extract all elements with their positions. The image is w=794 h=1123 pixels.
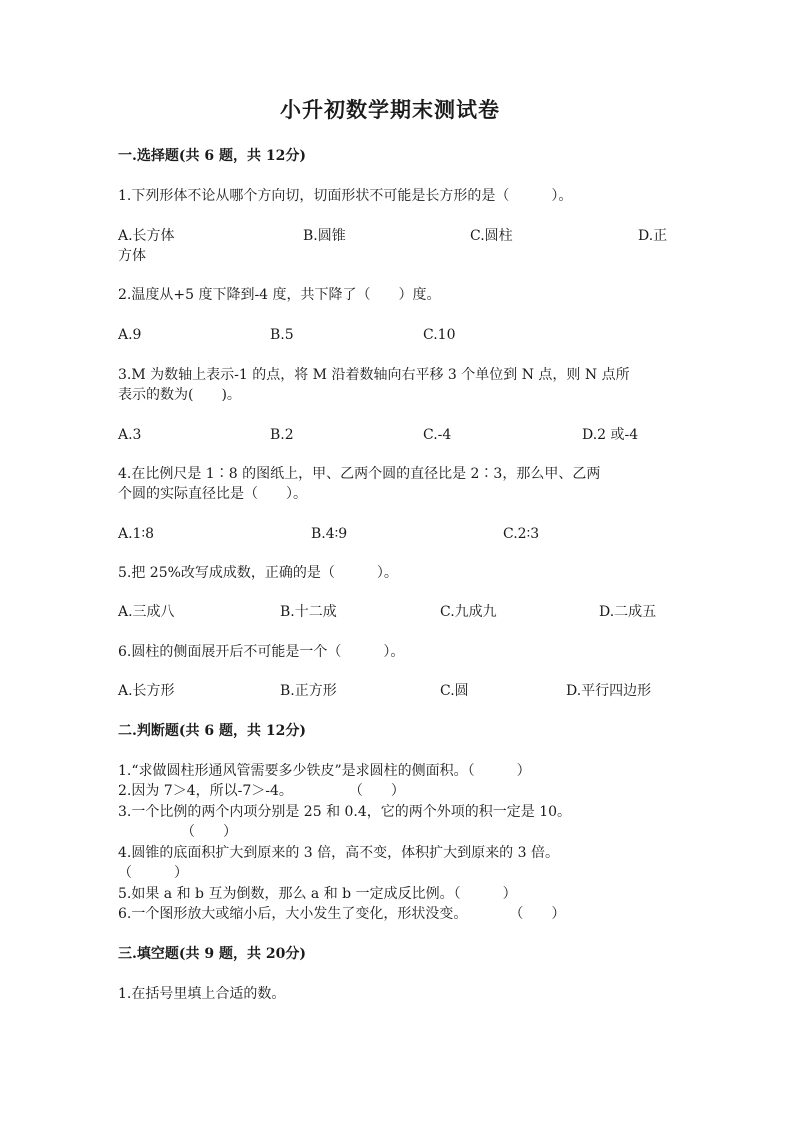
option-d: D.平行四边形 [566, 683, 652, 699]
question-stem: 4.在比例尺是 1∶8 的图纸上，甲、乙两个圆的直径比是 2∶3，那么甲、乙两 [118, 466, 601, 482]
judge-item: 6.一个图形放大或缩小后，大小发生了变化，形状没变。 （ ） [118, 906, 566, 922]
option-b: B.十二成 [280, 604, 337, 620]
judge-item: 2.因为 7＞4，所以-7＞-4。 （ ） [118, 783, 405, 799]
judge-item: 3.一个比例的两个内项分别是 25 和 0.4，它的两个外项的积一定是 10。 [118, 804, 572, 820]
judge-item: 5.如果 a 和 b 互为倒数，那么 a 和 b 一定成反比例。（ ） [118, 886, 517, 902]
option-c: C.-4 [423, 427, 452, 443]
option-d-wrap: 方体 [118, 248, 146, 264]
option-b: B.圆锥 [303, 228, 346, 244]
judge-item-line2: （ ） [118, 824, 237, 840]
option-b: B.正方形 [280, 683, 337, 699]
page-title: 小升初数学期末测试卷 [280, 97, 500, 122]
option-c: C.圆 [440, 683, 469, 699]
question-stem: 3.M 为数轴上表示-1 的点，将 M 沿着数轴向右平移 3 个单位到 N 点，则 N 点所 [118, 367, 630, 383]
option-b: B.2 [270, 427, 294, 443]
option-d: D.2 或-4 [582, 427, 639, 443]
question-stem-line2: 个圆的实际直径比是（ ）。 [118, 486, 307, 502]
section-heading-judge: 二.判断题(共 6 题，共 12分) [118, 723, 306, 739]
fill-item: 1.在括号里填上合适的数。 [118, 986, 286, 1002]
question-stem: 6.圆柱的侧面展开后不可能是一个（ ）。 [118, 644, 405, 660]
option-a: A.长方形 [118, 683, 175, 699]
option-c: C.圆柱 [470, 228, 513, 244]
option-d: D.正 [638, 228, 668, 244]
option-d: D.二成五 [599, 604, 657, 620]
option-c: C.九成九 [440, 604, 497, 620]
option-b: B.4∶9 [311, 526, 348, 542]
option-a: A.三成八 [118, 604, 175, 620]
section-heading-choice: 一.选择题(共 6 题，共 12分) [118, 148, 306, 164]
question-stem: 2.温度从+5 度下降到-4 度，共下降了（ ）度。 [118, 287, 441, 303]
option-c: C.10 [423, 327, 456, 343]
option-c: C.2∶3 [503, 526, 540, 542]
judge-item: 4.圆锥的底面积扩大到原来的 3 倍，高不变，体积扩大到原来的 3 倍。 [118, 845, 559, 861]
question-stem: 1.下列形体不论从哪个方向切，切面形状不可能是长方形的是（ ）。 [118, 188, 573, 204]
option-b: B.5 [270, 327, 294, 343]
option-a: A.长方体 [118, 228, 175, 244]
judge-item: 1.“求做圆柱形通风管需要多少铁皮”是求圆柱的侧面积。（ ） [118, 763, 531, 779]
judge-item-line2: （ ） [118, 865, 188, 881]
option-a: A.9 [118, 327, 142, 343]
option-a: A.1∶8 [118, 526, 155, 542]
option-a: A.3 [118, 427, 142, 443]
question-stem-line2: 表示的数为( )。 [118, 387, 241, 403]
question-stem: 5.把 25%改写成成数，正确的是（ ）。 [118, 565, 398, 581]
section-heading-fill: 三.填空题(共 9 题，共 20分) [118, 946, 306, 962]
